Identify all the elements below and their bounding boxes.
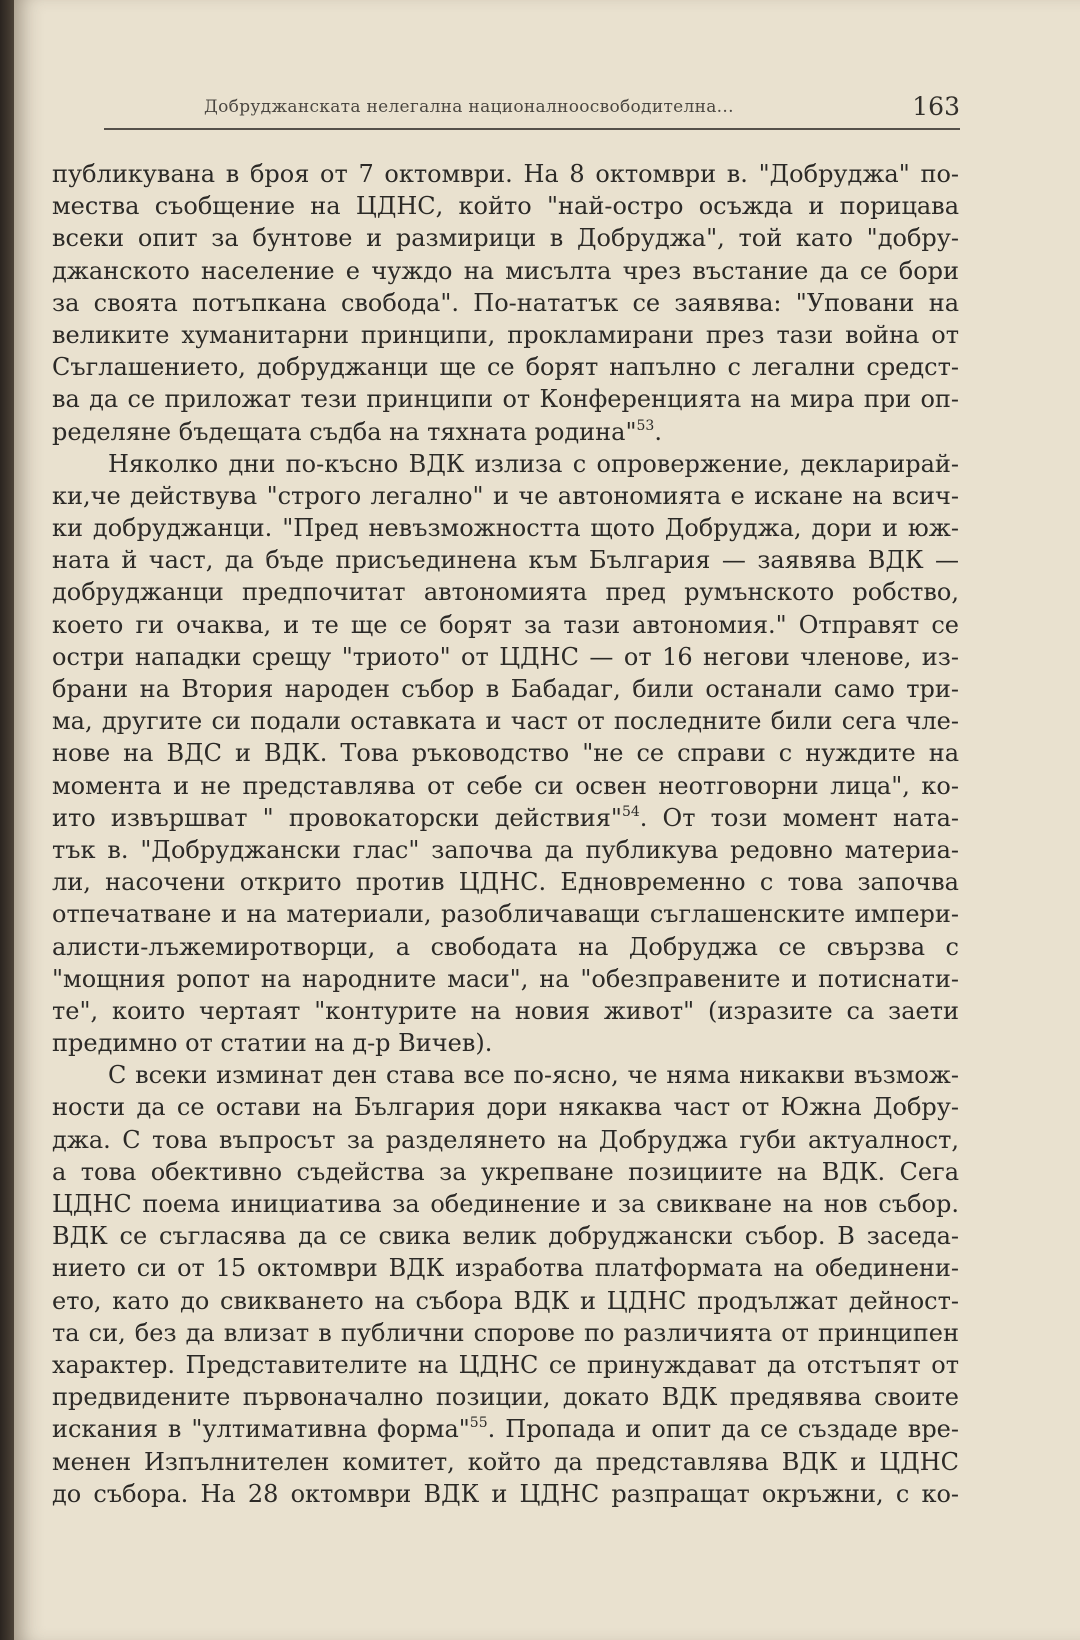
text-line: "мощния ропот на народните маси", на "обезправените и потиснати-	[52, 964, 959, 993]
book-spine-shadow	[0, 0, 14, 1640]
text-line: за своята потъпкана свобода". По-нататък се заявява: "Уповани на	[52, 288, 959, 317]
text-line: искания в "ултимативна форма"$^{55}$. Пропада и опит да се създаде вре-	[52, 1415, 959, 1444]
text-line: ВДК се съгласява да се свика велик добруджански събор. В заседа-	[52, 1222, 959, 1251]
text-line: всеки опит за бунтове и размирици в Добруджа", той като "добру-	[52, 224, 959, 253]
text-line: характер. Представителите на ЦДНС се принуждават да отстъпят от	[52, 1350, 959, 1379]
text-line: ито извършват " провокаторски действия"$^{54}$. От този момент ната-	[52, 803, 959, 832]
text-line: ности да се остави на България дори някаква част от Южна Добру-	[52, 1093, 959, 1122]
text-line: момента и не представлява от себе си освен неотговорни лица", ко-	[52, 771, 959, 800]
text-line: ки добруджанци. "Пред невъзможността щото Добруджа, дори и юж-	[52, 514, 959, 543]
body-text	[52, 158, 959, 1510]
page-header	[104, 94, 960, 128]
text-line: предимно от статии на д-р Вичев).	[52, 1029, 493, 1058]
text-line: джа. С това въпросът за разделянето на Добруджа губи актуалност,	[52, 1125, 959, 1154]
text-line: което ги очаква, и те ще се борят за тази автономия." Отправят се	[52, 610, 959, 639]
text-line: ки,че действува "строго легално" и че автономията е искане на всич-	[52, 481, 959, 510]
text-line: те", които чертаят "контурите на новия живот" (изразите са заети	[52, 996, 959, 1025]
text-line: до събора. На 28 октомври ВДК и ЦДНС разпращат окръжни, с ко-	[52, 1479, 959, 1508]
footnote-ref: 54	[621, 803, 640, 820]
text-line: брани на Втория народен събор в Бабадаг, били останали само три-	[52, 675, 959, 703]
footnote-ref: 53	[636, 417, 655, 434]
text-line: ето, като до свикването на събора ВДК и ЦДНС продължат дейност-	[52, 1286, 959, 1315]
text-line: остри нападки срещу "триото" от ЦДНС — от 16 негови членове, из-	[52, 642, 959, 671]
page-number: 163	[912, 92, 960, 121]
text-line: Няколко дни по-късно ВДК излиза с опровержение, декларирай-	[108, 449, 959, 478]
text-line: отпечатване и на материали, разобличаващи съглашенските импери-	[52, 900, 959, 929]
text-line: менен Изпълнителен комитет, който да представлява ВДК и ЦДНС	[52, 1447, 959, 1476]
text-line: а това обективно съдейства за укрепване позициите на ВДК. Сега	[52, 1157, 959, 1186]
text-line: великите хуманитарни принципи, прокламирани през тази война от	[52, 320, 959, 349]
text-line: тък в. "Добруджански глас" започва да публикува редовно материа-	[52, 835, 959, 864]
text-line: алисти-лъжемиротворци, а свободата на Добруджа се свързва с	[52, 932, 959, 961]
text-line: ната й част, да бъде присъединена към България — заявява ВДК —	[52, 546, 959, 575]
text-line: нове на ВДС и ВДК. Това ръководство "не се справи с нуждите на	[52, 739, 959, 768]
text-line: джанското население е чуждо на мисълта чрез въстание да се бори	[52, 256, 959, 285]
text-line: добруджанци предпочитат автономията пред румънското робство,	[52, 578, 959, 607]
text-line: ЦДНС поема инициатива за обединение и за свикване на нов събор.	[52, 1190, 959, 1218]
text-line: С всеки изминат ден става все по-ясно, че няма никакви възмож-	[108, 1061, 959, 1090]
text-line: нието си от 15 октомври ВДК изработва платформата на обединени-	[52, 1254, 959, 1283]
running-title: Добруджанската нелегална националноосвободителна...	[204, 97, 734, 117]
text-line: ли, насочени открито против ЦДНС. Едновременно с това започва	[52, 868, 959, 897]
header-rule	[104, 128, 960, 130]
text-line: ма, другите си подали оставката и част от последните били сега чле-	[52, 707, 959, 736]
text-line: та си, без да влизат в публични спорове по различията от принципен	[52, 1318, 959, 1347]
text-line: ределяне бъдещата съдба на тяхната родина"$^{53}$.	[52, 417, 662, 446]
text-line: ва да се приложат тези принципи от Конференцията на мира при оп-	[52, 385, 959, 414]
text-line: Съглашението, добруджанци ще се борят напълно с легални средст-	[52, 353, 959, 382]
text-line: мества съобщение на ЦДНС, който "най-остро осъжда и порицава	[52, 192, 959, 221]
footnote-ref: 55	[469, 1415, 488, 1432]
text-line: публикувана в броя от 7 октомври. На 8 октомври в. "Добруджа" по-	[52, 160, 959, 188]
text-line: предвидените първоначално позиции, докато ВДК предявява своите	[52, 1383, 959, 1412]
